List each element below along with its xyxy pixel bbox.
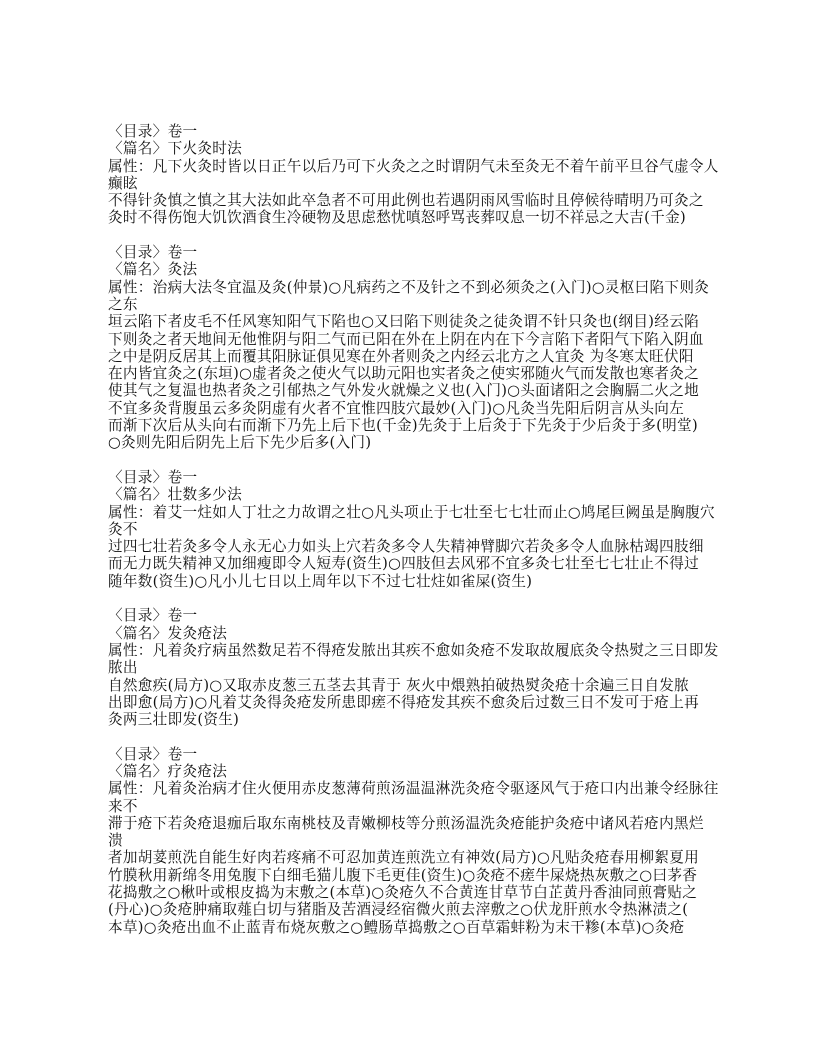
body-line: ○灸则先阳后阴先上后下先少后多(入门) (108, 434, 372, 452)
body-line: 自然愈疾(局方)○又取赤皮葱三五茎去其青于 灰火中煨熟拍破热熨灸疮十余遍三日自发脓 (108, 676, 690, 694)
body-line: 者加胡荽煎洗自能生好肉若疼痛不可忍加黄连煎洗立有神效(局方)○凡贴灸疮春用柳絮夏用 (108, 849, 699, 867)
body-line: 而渐下次后从头向右而渐下乃先上后下也(千金)先灸于上后灸于下先灸于少后灸于多(明堂) (108, 417, 698, 435)
body-line: 过四七壮若灸多令人永无心力如头上穴若灸多令人失精神臂脚穴若灸多令人血脉枯竭四肢细 (108, 538, 704, 556)
body-line: 属性：凡着灸疗病虽然数足若不得疮发脓出其疾不愈如灸疮不发取故履底灸令热熨之三日即发 (108, 641, 719, 659)
body-line: 来不 (108, 797, 138, 815)
body-line: 属性：着艾一炷如人丁壮之力故谓之壮○凡头项止于七壮至七七壮而止○鸠尾巨阙虽是胸腹穴 (108, 503, 715, 521)
body-line: 灸时不得伤饱大饥饮酒食生冷硬物及思虑愁忧嗔怒呼骂丧葬叹息一切不祥忌之大吉(千金) (108, 209, 686, 227)
body-line: 花捣敷之○楸叶或根皮捣为末敷之(本草)○灸疮久不合黄连甘草节白芷黄丹香油同煎膏贴之 (108, 884, 698, 902)
body-line: 溃 (108, 832, 123, 850)
body-line: (丹心)○灸疮肿痛取薤白切与猪脂及苦酒浸经宿微火煎去滓敷之○伏龙肝煎水令热淋渍之( (108, 901, 689, 919)
title-line: 〈篇名〉壮数多少法 (108, 486, 243, 504)
title-line: 〈篇名〉疗灸疮法 (108, 762, 228, 780)
body-line: 垣云陷下者皮毛不任风寒知阳气下陷也○又曰陷下则徒灸之徒灸谓不针只灸也(纲目)经云陷 (108, 313, 699, 331)
body-line: 在内皆宜灸之(东垣)○虚者灸之使火气以助元阳也实者灸之使实邪随火气而发散也寒者灸之 (108, 365, 699, 383)
body-line: 属性：治病大法冬宜温及灸(仲景)○凡病药之不及针之不到必须灸之(入门)○灵枢曰陷下则灸 (108, 278, 710, 296)
catalog-line: 〈目录〉卷一 (108, 745, 198, 763)
document-body (108, 123, 728, 953)
catalog-line: 〈目录〉卷一 (108, 123, 198, 140)
catalog-line: 〈目录〉卷一 (108, 607, 198, 625)
entry-section (108, 469, 728, 590)
body-line: 竹膜秋用新绵冬用兔腹下白细毛猫儿腹下毛更佳(资生)○灸疮不瘥牛屎烧热灰敷之○曰茅香 (108, 866, 698, 884)
body-line: 滞于疮下若灸疮退痂后取东南桃枝及青嫩柳枝等分煎汤温洗灸疮能护灸疮中诸风若疮内黑烂 (108, 814, 704, 832)
body-line: 而无力既失精神又加细瘦即令人短寿(资生)○四肢但去风邪不宜多灸七壮至七七壮止不得过 (108, 555, 699, 573)
body-line: 本草)○灸疮出血不止蓝青布烧灰敷之○鳢肠草捣敷之○百草霜蚌粉为末干糁(本草)○灸疮 (108, 918, 685, 936)
body-line: 灸不 (108, 520, 138, 538)
entry-section (108, 244, 728, 452)
body-line: 之中是阴反居其上而覆其阳脉证俱见寒在外者则灸之内经云北方之人宜灸 为冬寒太旺伏阳 (108, 347, 694, 365)
body-line: 属性：凡下火灸时皆以日正午以后乃可下火灸之之时谓阴气未至灸无不着午前平旦谷气虚令人 (108, 157, 719, 175)
body-line: 随年数(资生)○凡小儿七日以上周年以下不过七壮炷如雀屎(资生) (108, 572, 533, 590)
body-line: 下则灸之者天地间无他惟阴与阳二气而已阳在外在上阴在内在下今言陷下者阳气下陷入阴血 (108, 330, 704, 348)
body-line: 灸两三壮即发(资生) (108, 711, 240, 729)
body-line: 属性：凡着灸治病才住火便用赤皮葱薄荷煎汤温温淋洗灸疮令驱逐风气于疮口内出兼令经脉往 (108, 780, 719, 798)
body-line: 癫眩 (108, 174, 138, 192)
title-line: 〈篇名〉发灸疮法 (108, 624, 228, 642)
entry-section (108, 123, 728, 227)
body-line: 脓出 (108, 659, 138, 677)
catalog-line: 〈目录〉卷一 (108, 468, 198, 486)
body-line: 不宜多灸背腹虽云多灸阴虚有火者不宜惟四肢穴最妙(入门)○凡灸当先阳后阴言从头向左 (108, 399, 685, 417)
entry-section (108, 746, 728, 936)
title-line: 〈篇名〉下火灸时法 (108, 140, 243, 158)
catalog-line: 〈目录〉卷一 (108, 244, 198, 262)
body-line: 之东 (108, 295, 138, 313)
entry-section (108, 607, 728, 728)
body-line: 出即愈(局方)○凡着艾灸得灸疮发所患即瘥不得疮发其疾不愈灸后过数三日不发可于疮上再 (108, 693, 699, 711)
body-line: 使其气之复温也热者灸之引郁热之气外发火就燥之义也(入门)○头面诸阳之会胸膈二火之地 (108, 382, 699, 400)
title-line: 〈篇名〉灸法 (108, 261, 198, 279)
body-line: 不得针灸慎之慎之其大法如此卒急者不可用此例也若遇阴雨风雪临时且停候待晴明乃可灸之 (108, 192, 704, 210)
